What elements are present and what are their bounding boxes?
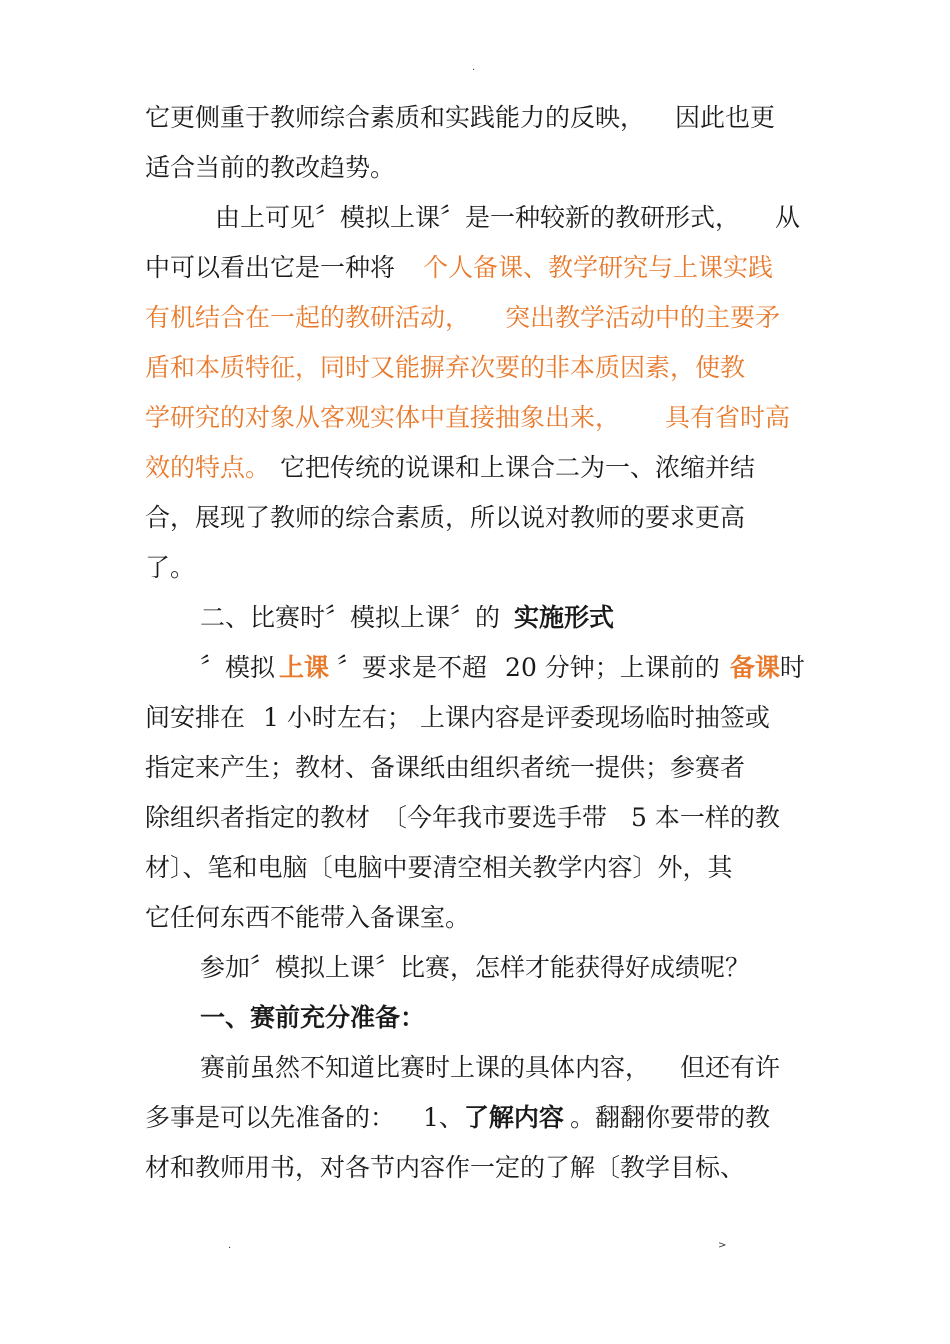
text-line: 赛前虽然不知道比赛时上课的具体内容， 但还有许 [200,1053,781,1082]
text-line: 间安排在 1 小时左右； 上课内容是评委现场临时抽签或 [145,703,770,732]
text-line: 效的特点。 它把传统的说课和上课合二为一、浓缩并结 [145,453,756,482]
section-heading: 一、赛前充分准备： [200,1003,426,1032]
text-line: 由上可见〞模拟上课〞是一种较新的教研形式， 从 [215,203,801,232]
highlight-text: 备课 [729,653,780,682]
text-line: 材和教师用书，对各节内容作一定的了解〔教学目标、 [145,1153,746,1182]
text-line: 它任何东西不能带入备课室。 [145,903,471,932]
text-line: 合，展现了教师的综合素质，所以说对教师的要求更高 [145,503,746,532]
highlight-line: 有机结合在一起的教研活动， 突出教学活动中的主要矛 [145,303,781,332]
highlight-text: 效的特点。 [145,453,271,482]
footer-mark-left: . [228,1240,232,1251]
text-line: 中可以看出它是一种将 个人备课、教学研究与上课实践 [145,253,774,282]
highlight-line: 盾和本质特征，同时又能摒弃次要的非本质因素，使教 [145,353,746,382]
text-line: 多事是可以先准备的： 1、了解内容 。翻翻你要带的教 [145,1103,770,1132]
text-line: 除组织者指定的教材 〔今年我市要选手带 5 本一样的教 [145,803,780,832]
footer-mark-right: > [718,1240,727,1251]
text-line: 了。 [145,553,196,582]
text-line: 指定来产生；教材、备课纸由组织者统一提供；参赛者 [145,753,746,782]
highlight-text: 个人备课、教学研究与上课实践 [423,253,774,282]
text-line: 〞模拟 上课 〞要求是不超 20 分钟；上课前的 备课时 [200,653,805,682]
header-mark: . [472,62,476,73]
text-line: 适合当前的教改趋势。 [145,153,396,182]
text-line: 参加〞模拟上课〞比赛，怎样才能获得好成绩呢？ [200,953,751,982]
text-line: 材〕、笔和电脑〔电脑中要清空相关教学内容〕外，其 [145,853,733,882]
highlight-text: 上课 [279,653,330,682]
highlight-line: 学研究的对象从客观实体中直接抽象出来， 具有省时高 [145,403,791,432]
section-heading: 二、比赛时〞模拟上课〞的 实施形式 [200,603,615,632]
text-line: 它更侧重于教师综合素质和实践能力的反映， 因此也更 [145,103,776,132]
